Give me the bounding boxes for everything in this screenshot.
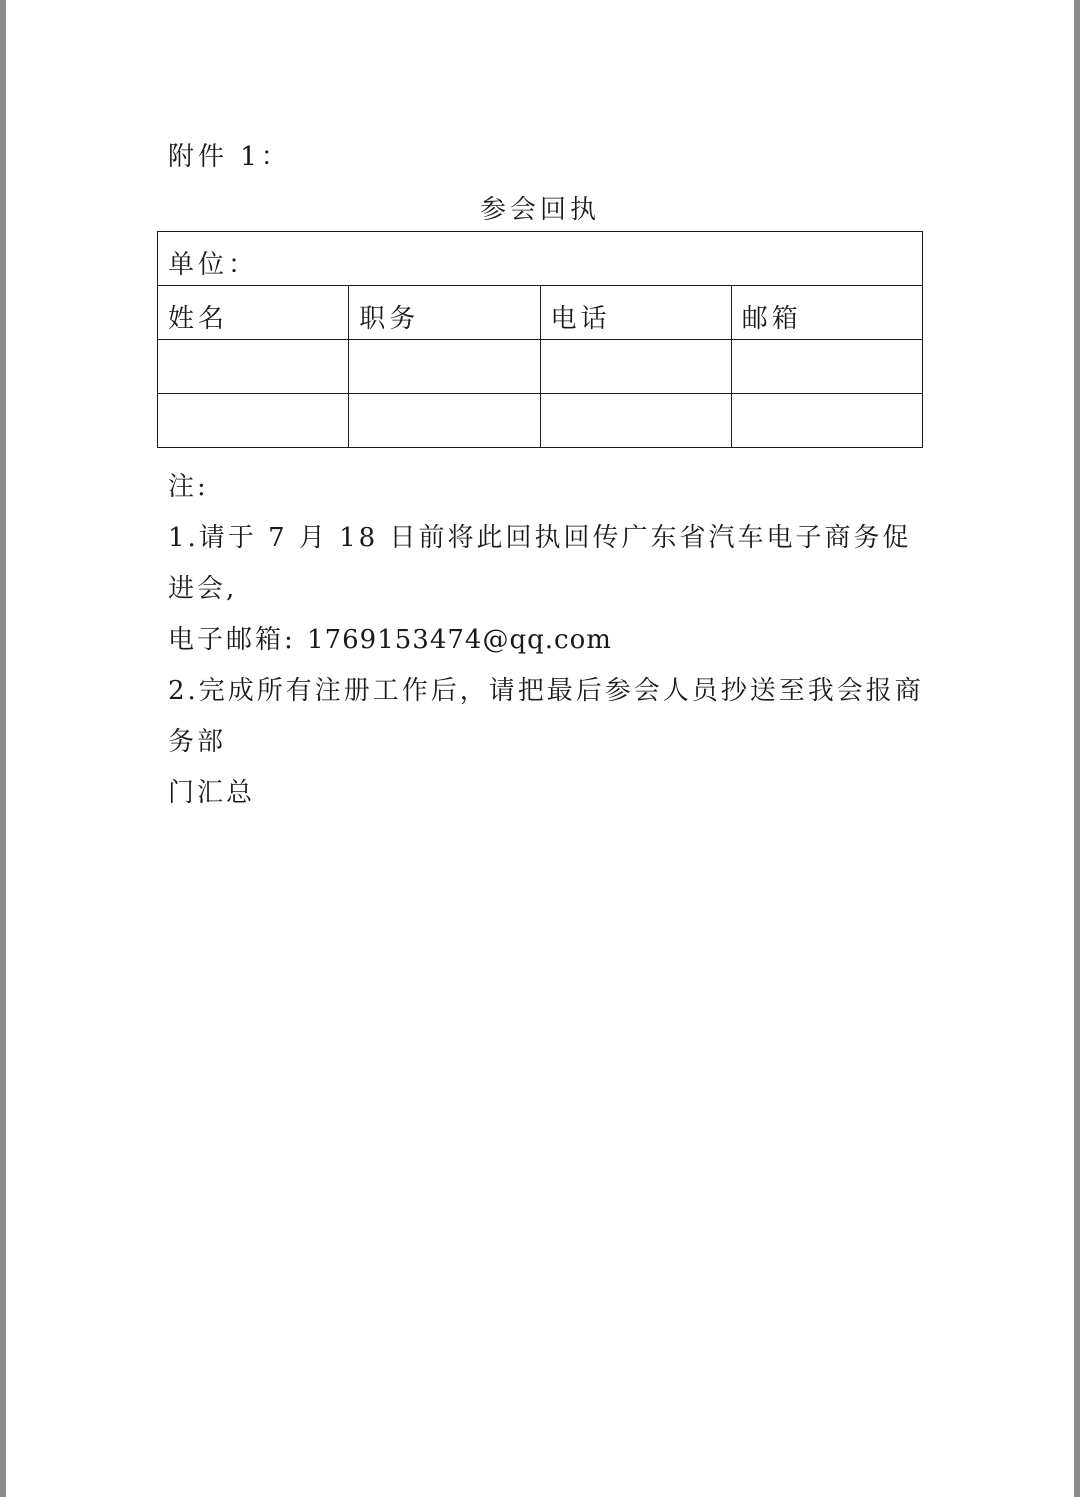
note-item-2-line-2: 门汇总 (168, 778, 256, 808)
note-item-2-line-1: 2.完成所有注册工作后，请把最后参会人员抄送至我会报商务部 (168, 676, 924, 757)
email-label: 电子邮箱: (168, 625, 308, 655)
header-email: 邮箱 (731, 286, 922, 340)
table-row-unit (158, 232, 923, 286)
notes-heading: 注: (168, 472, 209, 502)
table-cell[interactable] (349, 340, 540, 394)
table-cell[interactable] (731, 394, 922, 448)
table-cell[interactable] (731, 340, 922, 394)
attachment-label: 附件 1： (168, 142, 291, 172)
document-page (6, 0, 1074, 1497)
note-item-1-line-2 (168, 615, 928, 666)
table-cell[interactable] (349, 394, 540, 448)
table-cell[interactable] (158, 340, 349, 394)
header-name: 姓名 (158, 286, 349, 340)
table-cell[interactable] (540, 340, 731, 394)
table-cell[interactable] (158, 394, 349, 448)
table-row (158, 340, 923, 394)
notes-section (168, 462, 928, 819)
table-cell[interactable] (540, 394, 731, 448)
table-header-row (158, 286, 923, 340)
email-address: 1769153474@qq.com (307, 625, 612, 655)
form-title: 参会回执 (479, 195, 600, 225)
header-position: 职务 (349, 286, 540, 340)
unit-label-cell: 单位： (158, 232, 923, 286)
receipt-table (157, 231, 923, 448)
header-phone: 电话 (540, 286, 731, 340)
note-item-1-line-1: 1.请于 7 月 18 日前将此回执回传广东省汽车电子商务促进会, (168, 523, 912, 604)
table-row (158, 394, 923, 448)
